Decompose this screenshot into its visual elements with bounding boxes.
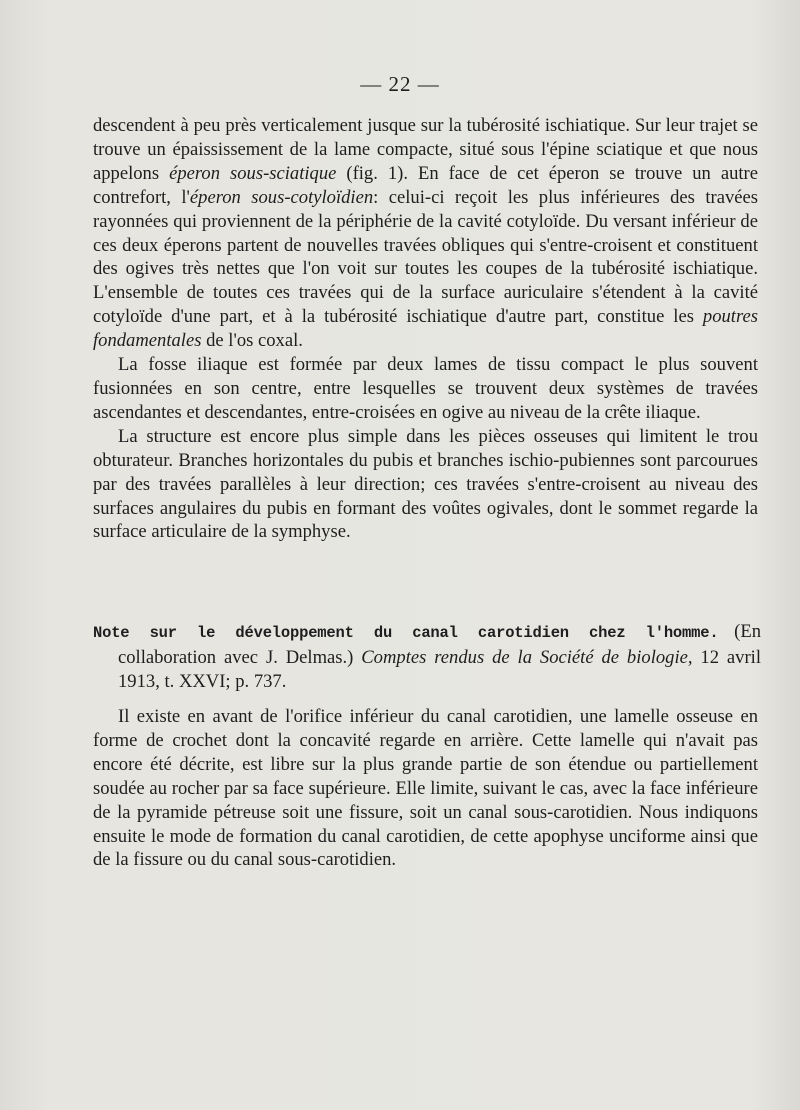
paragraph-lamelle-osseuse: Il existe en avant de l'orifice inférieur du canal carotidien, une lamelle osseuse en forme de crochet dont la concavité regarde en arrière. Cette lamelle qui n'avait pas encore été décrite, est libre sur la plus grande partie de son étendue ou partiellement soudée au rocher par sa face supérieure. Elle limite, suivant le cas, avec la face inférieure de la pyramide pétreuse soit une fissure, soit un canal sous-carotidien. Nous indiquons ensuite le mode de formation du canal carotidien, de cette apophyse unciforme ainsi que de la fissure ou du canal sous-carotidien.: [93, 706, 758, 871]
term-eperon-sous-cotyloidien: éperon sous-cotyloïdien: [189, 186, 374, 208]
note-reference: 12 avril 1913, t. XXVI; p. 737.: [118, 646, 761, 692]
term-poutres-fondamentales: poutres fondamentales: [93, 306, 758, 352]
note-title: Note sur le développement du canal carotidien chez l'homme.: [93, 624, 719, 642]
paragraph-continued: [93, 114, 758, 353]
paragraph-trou-obturateur: La structure est encore plus simple dans les pièces osseuses qui limitent le trou obturateur. Branches horizontales du pubis et branches ischio-pubiennes sont parcourues par des travées parallèles à leur direction; ces travées s'entre-croisent au niveau des surfaces angulaires du pubis en formant des voûtes ogivales, dont le sommet regarde la surface articulaire de la symphyse.: [93, 425, 758, 543]
note-collaboration: (En collaboration avec J. Delmas.): [118, 621, 761, 668]
text-run: de l'os coxal.: [201, 330, 303, 352]
text-run: : celui-ci reçoit les plus inférieures des travées rayonnées qui proviennent de la périphérie de la cavité cotyloïde. Du versant inférieur de ces deux éperons partent de nouvelles travées obliques qui s'entre-croisent et constituent des ogives très nettes que l'on voit sur toutes les coupes de la tubérosité ischiatique. L'ensemble de toutes ces travées qui de la surface auriculaire s'étendent à la cavité cotyloïde d'une part, et à la tubérosité ischiatique d'autre part, constitue les: [93, 186, 758, 328]
text-section-canal-carotidien: [93, 705, 758, 872]
note-journal: Comptes rendus de la Société de biologie,: [361, 646, 693, 668]
page-number: — 22 —: [360, 72, 440, 96]
term-eperon-sous-sciatique: éperon sous-sciatique: [169, 162, 337, 184]
text-run: (fig. 1). En face de cet éperon se trouve un autre contrefort, l': [93, 162, 758, 208]
text-run: descendent à peu près verticalement jusque sur la tubérosité ischiatique. Sur leur trajet se trouve un épaississement de la lame compacte, situé sous l'épine sciatique et que nous appelons: [93, 115, 758, 184]
paragraph-fosse-iliaque: La fosse iliaque est formée par deux lames de tissu compact le plus souvent fusionnées en son centre, entre lesquelles se trouvent deux systèmes de travées ascendantes et descendantes, entre-croisées en ogive au niveau de la crête iliaque.: [93, 354, 758, 423]
text-section-bone-structure: [93, 114, 758, 544]
note-heading: [93, 620, 761, 694]
